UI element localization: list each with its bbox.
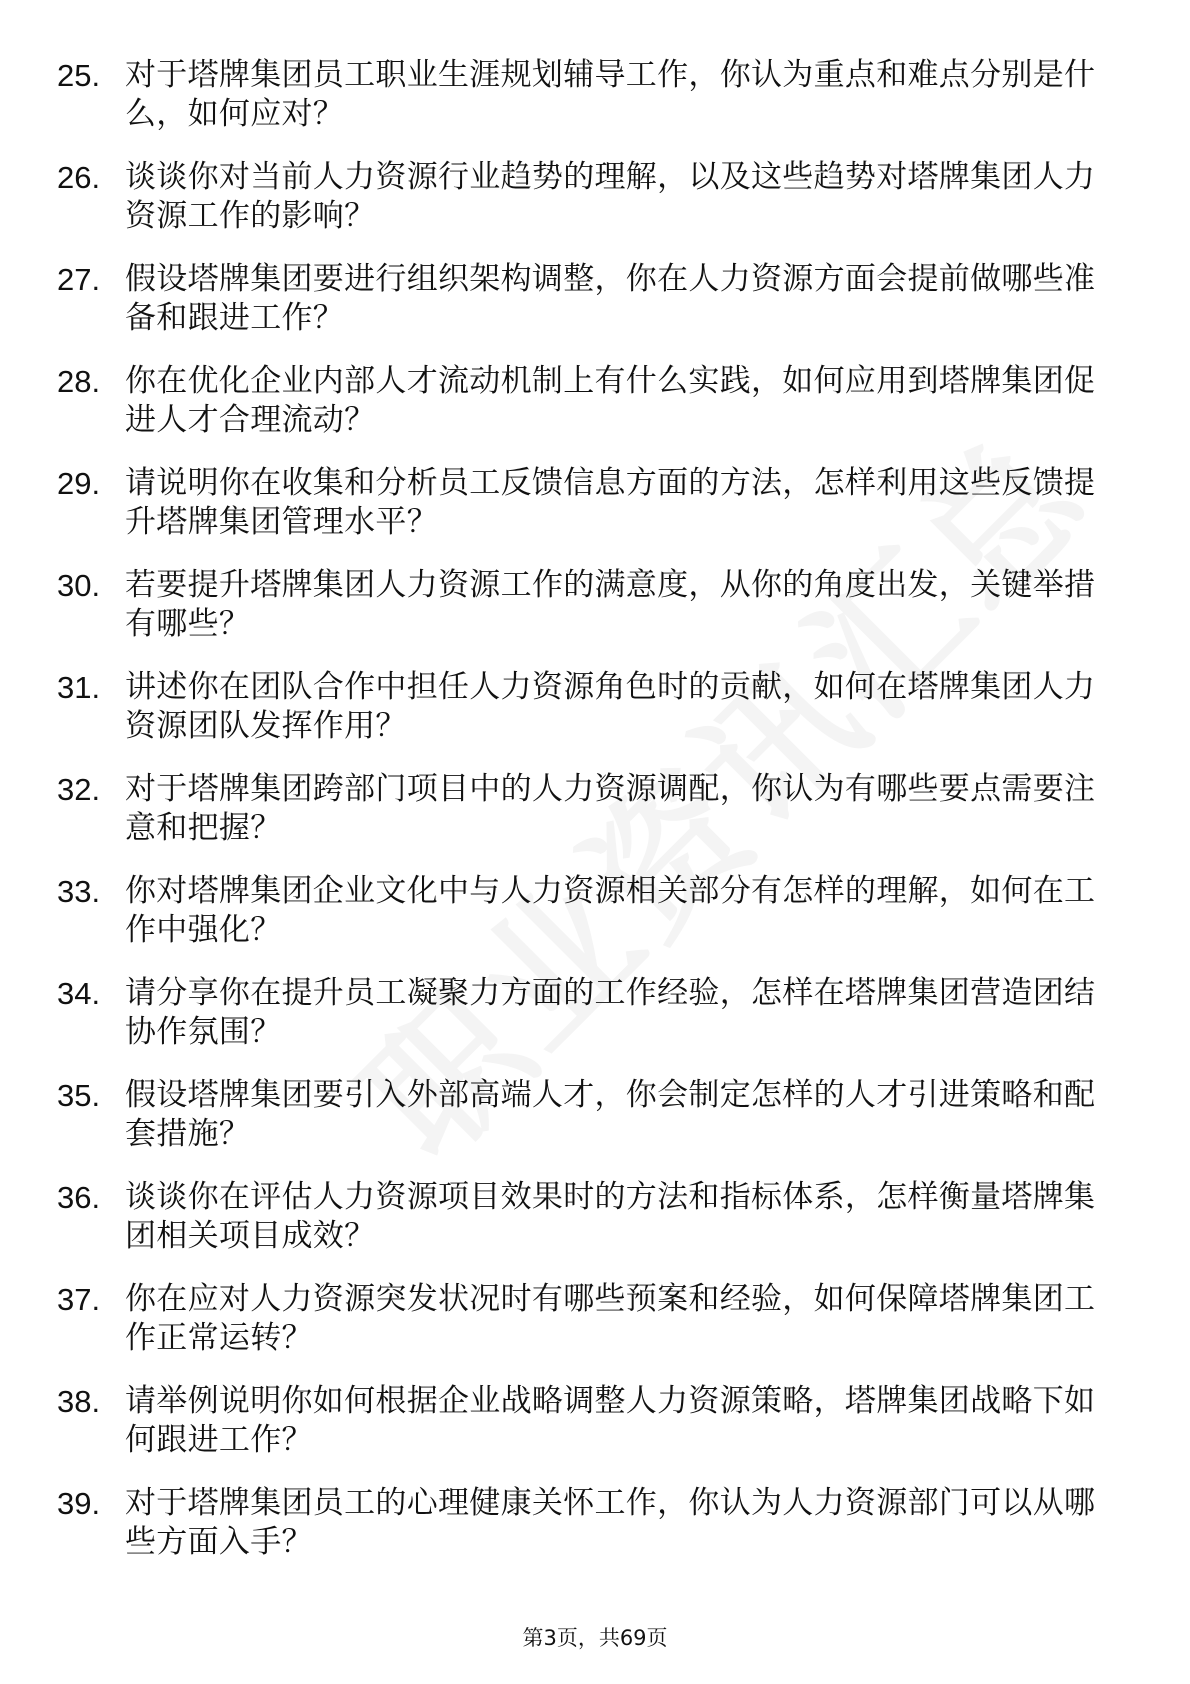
question-item (57, 260, 1107, 362)
question-text: 若要提升塔牌集团人力资源工作的满意度，从你的角度出发，关键举措有哪些？ (125, 567, 1096, 642)
question-number: 35. (57, 1078, 101, 1113)
question-number: 36. (57, 1180, 101, 1215)
question-item (57, 464, 1107, 566)
question-item (57, 1178, 1107, 1280)
question-item (57, 770, 1107, 872)
question-item (57, 56, 1107, 158)
question-text: 谈谈你在评估人力资源项目效果时的方法和指标体系，怎样衡量塔牌集团相关项目成效？ (125, 1179, 1096, 1254)
question-item (57, 974, 1107, 1076)
question-text: 对于塔牌集团员工职业生涯规划辅导工作，你认为重点和难点分别是什么，如何应对？ (125, 57, 1096, 132)
question-item (57, 1076, 1107, 1178)
question-item (57, 668, 1107, 770)
question-item (57, 566, 1107, 668)
question-number: 37. (57, 1282, 101, 1317)
question-item (57, 1382, 1107, 1484)
question-text: 对于塔牌集团跨部门项目中的人力资源调配，你认为有哪些要点需要注意和把握？ (125, 771, 1096, 846)
question-text: 请说明你在收集和分析员工反馈信息方面的方法，怎样利用这些反馈提升塔牌集团管理水平？ (125, 465, 1096, 540)
question-number: 31. (57, 670, 101, 705)
question-number: 30. (57, 568, 101, 603)
question-number: 39. (57, 1486, 101, 1521)
question-text: 你对塔牌集团企业文化中与人力资源相关部分有怎样的理解，如何在工作中强化？ (125, 873, 1096, 948)
question-number: 29. (57, 466, 101, 501)
question-number: 27. (57, 262, 101, 297)
question-item (57, 1484, 1107, 1586)
question-text: 假设塔牌集团要引入外部高端人才，你会制定怎样的人才引进策略和配套措施？ (125, 1077, 1096, 1152)
question-text: 请分享你在提升员工凝聚力方面的工作经验，怎样在塔牌集团营造团结协作氛围？ (125, 975, 1096, 1050)
question-number: 38. (57, 1384, 101, 1419)
question-number: 34. (57, 976, 101, 1011)
question-number: 28. (57, 364, 101, 399)
question-item (57, 362, 1107, 464)
question-text: 你在优化企业内部人才流动机制上有什么实践，如何应用到塔牌集团促进人才合理流动？ (125, 363, 1096, 438)
question-text: 假设塔牌集团要进行组织架构调整，你在人力资源方面会提前做哪些准备和跟进工作？ (125, 261, 1096, 336)
question-text: 对于塔牌集团员工的心理健康关怀工作，你认为人力资源部门可以从哪些方面入手？ (125, 1485, 1096, 1560)
question-list (57, 56, 1107, 1586)
question-number: 33. (57, 874, 101, 909)
question-item (57, 1280, 1107, 1382)
question-number: 25. (57, 58, 101, 93)
question-item (57, 872, 1107, 974)
question-text: 请举例说明你如何根据企业战略调整人力资源策略，塔牌集团战略下如何跟进工作？ (125, 1383, 1096, 1458)
question-number: 32. (57, 772, 101, 807)
question-text: 讲述你在团队合作中担任人力资源角色时的贡献，如何在塔牌集团人力资源团队发挥作用？ (125, 669, 1096, 744)
question-text: 谈谈你对当前人力资源行业趋势的理解，以及这些趋势对塔牌集团人力资源工作的影响？ (125, 159, 1096, 234)
question-number: 26. (57, 160, 101, 195)
question-text: 你在应对人力资源突发状况时有哪些预案和经验，如何保障塔牌集团工作正常运转？ (125, 1281, 1096, 1356)
question-item (57, 158, 1107, 260)
page-footer: 第3页，共69页 (522, 1626, 668, 1650)
